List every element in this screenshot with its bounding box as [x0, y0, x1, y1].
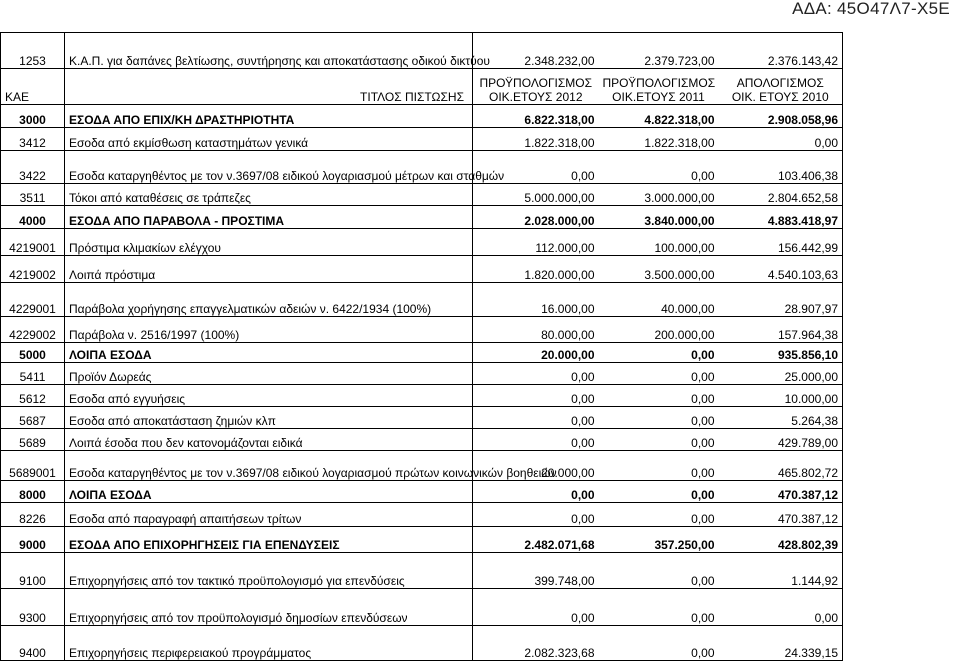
budget-2011-cell: 0,00 [599, 503, 719, 527]
table-row [1, 128, 843, 151]
table-row [1, 283, 843, 317]
budget-2011-cell: 0,00 [599, 589, 719, 626]
table-row [1, 229, 843, 256]
title-cell: Πρόστιμα κλιμακίων ελέγχου [65, 229, 473, 256]
table-row [1, 184, 843, 206]
actual-2010-cell: 935.856,10 [719, 343, 843, 363]
title-cell: Εσοδα καταργηθέντος με τον ν.3697/08 ειδικού λογαριασμού πρώτων κοινωνικών βοηθειών [65, 451, 473, 481]
kae-cell: 4219001 [1, 229, 65, 256]
table-row-top [1, 33, 843, 69]
title-cell: Εσοδα καταργηθέντος με τον ν.3697/08 ειδικού λογαριασμού μέτρων και σταθμών [65, 151, 473, 184]
title-cell: Παράβολα ν. 2516/1997 (100%) [65, 317, 473, 343]
budget-2012-cell: 0,00 [473, 481, 599, 503]
budget-2011-cell: 357.250,00 [599, 527, 719, 553]
budget-2012-cell: 2.482.071,68 [473, 527, 599, 553]
budget-2011-cell: 40.000,00 [599, 283, 719, 317]
budget-2011-cell: 0,00 [599, 429, 719, 451]
budget-table [0, 32, 843, 661]
budget-2012-cell: 1.822.318,00 [473, 128, 599, 151]
budget-2012-cell: 2.028.000,00 [473, 206, 599, 229]
title-cell: Τόκοι από καταθέσεις σε τράπεζες [65, 184, 473, 206]
actual-2010-cell: 28.907,97 [719, 283, 843, 317]
table-row [1, 317, 843, 343]
title-cell: Επιχορηγήσεις από τον τακτικό προϋπολογισμό για επενδύσεις [65, 553, 473, 589]
budget-2012-cell: 0,00 [473, 589, 599, 626]
budget-2011-cell: 200.000,00 [599, 317, 719, 343]
kae-cell: 5000 [1, 343, 65, 363]
actual-2010-cell: 4.540.103,63 [719, 256, 843, 283]
title-cell: ΛΟΙΠΑ ΕΣΟΔΑ [65, 481, 473, 503]
header-title: ΤΙΤΛΟΣ ΠΙΣΤΩΣΗΣ [65, 69, 473, 105]
header-actual-2010-line2: ΟΙΚ. ΕΤΟΥΣ 2010 [731, 90, 829, 104]
budget-2012-cell: 399.748,00 [473, 553, 599, 589]
actual-2010-cell: 429.789,00 [719, 429, 843, 451]
budget-2011-cell: 0,00 [599, 151, 719, 184]
budget-2011-cell: 100.000,00 [599, 229, 719, 256]
table-row [1, 589, 843, 626]
table-row [1, 481, 843, 503]
table-row [1, 451, 843, 481]
kae-cell: 1253 [1, 33, 65, 69]
budget-2011-cell: 1.822.318,00 [599, 128, 719, 151]
kae-cell: 4229001 [1, 283, 65, 317]
actual-2010-cell: 470.387,12 [719, 481, 843, 503]
actual-2010-cell: 103.406,38 [719, 151, 843, 184]
budget-2012-cell: 112.000,00 [473, 229, 599, 256]
header-actual-2010 [719, 69, 843, 105]
budget-2012-cell: 5.000.000,00 [473, 184, 599, 206]
budget-2011-cell: 0,00 [599, 385, 719, 407]
kae-cell: 4219002 [1, 256, 65, 283]
budget-2011-cell: 4.822.318,00 [599, 105, 719, 128]
header-budget-2011-line2: ΟΙΚ.ΕΤΟΥΣ 2011 [612, 90, 705, 104]
budget-2011-cell: 3.840.000,00 [599, 206, 719, 229]
header-row [1, 69, 843, 105]
kae-cell: 5411 [1, 363, 65, 385]
title-cell: Λοιπά έσοδα που δεν κατονομάζονται ειδικά [65, 429, 473, 451]
table-row [1, 503, 843, 527]
kae-cell: 5689 [1, 429, 65, 451]
title-cell: ΛΟΙΠΑ ΕΣΟΔΑ [65, 343, 473, 363]
table-row [1, 363, 843, 385]
actual-2010-cell: 25.000,00 [719, 363, 843, 385]
table-row [1, 206, 843, 229]
budget-2012-cell: 20.000,00 [473, 343, 599, 363]
budget-2012-cell: 0,00 [473, 363, 599, 385]
header-budget-2012 [473, 69, 599, 105]
actual-2010-cell: 4.883.418,97 [719, 206, 843, 229]
budget-2011-cell: 0,00 [599, 407, 719, 429]
budget-2012-cell: 80.000,00 [473, 317, 599, 343]
budget-2012-cell: 20.000,00 [473, 451, 599, 481]
budget-2011-cell: 0,00 [599, 343, 719, 363]
budget-2011-cell: 0,00 [599, 626, 719, 661]
budget-2012-cell: 16.000,00 [473, 283, 599, 317]
header-budget-2011-line1: ΠΡΟΫΠΟΛΟΓΙΣΜΟΣ [602, 76, 716, 90]
header-budget-2012-line2: ΟΙΚ.ΕΤΟΥΣ 2012 [488, 90, 583, 104]
actual-2010-cell: 24.339,15 [719, 626, 843, 661]
title-cell: Λοιπά πρόστιμα [65, 256, 473, 283]
actual-2010-cell: 2.908.058,96 [719, 105, 843, 128]
budget-2012-cell: 0,00 [473, 429, 599, 451]
header-actual-2010-line1: ΑΠΟΛΟΓΙΣΜΟΣ [736, 76, 824, 90]
table-row [1, 553, 843, 589]
table-row [1, 151, 843, 184]
budget-2012-cell: 2.082.323,68 [473, 626, 599, 661]
actual-2010-cell: 465.802,72 [719, 451, 843, 481]
title-cell: Προϊόν Δωρεάς [65, 363, 473, 385]
ada-watermark: ΑΔΑ: 45Ο47Λ7-Χ5Ε [792, 0, 950, 18]
title-cell: Επιχορηγήσεις περιφερειακού προγράμματος [65, 626, 473, 661]
actual-2010-cell: 157.964,38 [719, 317, 843, 343]
budget-2011-cell: 0,00 [599, 481, 719, 503]
budget-2012-cell: 6.822.318,00 [473, 105, 599, 128]
kae-cell: 4000 [1, 206, 65, 229]
title-cell: ΕΣΟΔΑ ΑΠΟ ΠΑΡΑΒΟΛΑ - ΠΡΟΣΤΙΜΑ [65, 206, 473, 229]
budget-2011-cell: 3.500.000,00 [599, 256, 719, 283]
actual-2010-cell: 156.442,99 [719, 229, 843, 256]
table-row [1, 527, 843, 553]
budget-2012-cell: 0,00 [473, 385, 599, 407]
budget-2012-cell: 0,00 [473, 503, 599, 527]
actual-2010-cell: 2.804.652,58 [719, 184, 843, 206]
kae-cell: 3511 [1, 184, 65, 206]
kae-cell: 9300 [1, 589, 65, 626]
kae-cell: 3412 [1, 128, 65, 151]
title-cell: ΕΣΟΔΑ ΑΠΟ ΕΠΙΧ/ΚΗ ΔΡΑΣΤΗΡΙΟΤΗΤΑ [65, 105, 473, 128]
table-row [1, 385, 843, 407]
table-row [1, 256, 843, 283]
actual-2010-cell: 470.387,12 [719, 503, 843, 527]
table-row [1, 626, 843, 661]
budget-2011-cell: 2.379.723,00 [599, 33, 719, 69]
title-cell: Κ.Α.Π. για δαπάνες βελτίωσης, συντήρησης και αποκατάστασης οδικού δικτύου [65, 33, 473, 69]
actual-2010-cell: 0,00 [719, 589, 843, 626]
kae-cell: 9400 [1, 626, 65, 661]
kae-cell: 9000 [1, 527, 65, 553]
header-budget-2012-line1: ΠΡΟΫΠΟΛΟΓΙΣΜΟΣ [479, 76, 593, 90]
budget-2012-cell: 0,00 [473, 151, 599, 184]
actual-2010-cell: 5.264,38 [719, 407, 843, 429]
budget-2011-cell: 0,00 [599, 451, 719, 481]
budget-2012-cell: 2.348.232,00 [473, 33, 599, 69]
actual-2010-cell: 1.144,92 [719, 553, 843, 589]
kae-cell: 9100 [1, 553, 65, 589]
budget-2012-cell: 0,00 [473, 407, 599, 429]
actual-2010-cell: 2.376.143,42 [719, 33, 843, 69]
table-row [1, 105, 843, 128]
kae-cell: 4229002 [1, 317, 65, 343]
table-row [1, 429, 843, 451]
title-cell: ΕΣΟΔΑ ΑΠΟ ΕΠΙΧΟΡΗΓΗΣΕΙΣ ΓΙΑ ΕΠΕΝΔΥΣΕΙΣ [65, 527, 473, 553]
header-kae: ΚΑΕ [1, 69, 65, 105]
title-cell: Εσοδα από εκμίσθωση καταστημάτων γενικά [65, 128, 473, 151]
budget-2011-cell: 3.000.000,00 [599, 184, 719, 206]
title-cell: Παράβολα χορήγησης επαγγελματικών αδειών ν. 6422/1934 (100%) [65, 283, 473, 317]
actual-2010-cell: 0,00 [719, 128, 843, 151]
title-cell: Εσοδα από παραγραφή απαιτήσεων τρίτων [65, 503, 473, 527]
budget-2012-cell: 1.820.000,00 [473, 256, 599, 283]
kae-cell: 5687 [1, 407, 65, 429]
table-row [1, 407, 843, 429]
kae-cell: 3422 [1, 151, 65, 184]
title-cell: Εσοδα από εγγυήσεις [65, 385, 473, 407]
kae-cell: 3000 [1, 105, 65, 128]
header-budget-2011 [599, 69, 719, 105]
actual-2010-cell: 10.000,00 [719, 385, 843, 407]
kae-cell: 5689001 [1, 451, 65, 481]
kae-cell: 5612 [1, 385, 65, 407]
kae-cell: 8000 [1, 481, 65, 503]
title-cell: Επιχορηγήσεις από τον προϋπολογισμό δημοσίων επενδύσεων [65, 589, 473, 626]
table-row [1, 343, 843, 363]
actual-2010-cell: 428.802,39 [719, 527, 843, 553]
budget-2011-cell: 0,00 [599, 553, 719, 589]
title-cell: Εσοδα από αποκατάσταση ζημιών κλπ [65, 407, 473, 429]
kae-cell: 8226 [1, 503, 65, 527]
budget-2011-cell: 0,00 [599, 363, 719, 385]
